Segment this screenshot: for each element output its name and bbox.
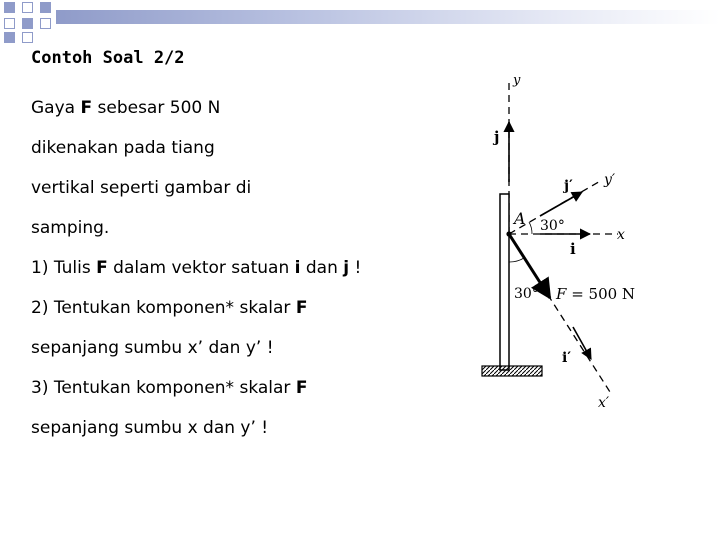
text-segment: sebesar 500 N: [92, 98, 221, 118]
header-square: [22, 18, 33, 29]
header-square: [40, 18, 51, 29]
problem-line: samping.: [31, 218, 110, 238]
bold-symbol: F: [96, 258, 108, 278]
bold-symbol: i: [294, 258, 301, 278]
question-3-cont: sepanjang sumbu x dan y’ !: [31, 418, 269, 438]
label-j-prime: j′: [564, 178, 573, 194]
header-square: [22, 2, 33, 13]
header-square: [4, 2, 15, 13]
problem-line: vertikal seperti gambar di: [31, 178, 252, 198]
i-prime-unit-vector: [573, 327, 591, 359]
label-i-prime: i′: [562, 350, 572, 366]
angle-arc-top: [529, 222, 532, 234]
question-1: [31, 248, 471, 288]
vertical-pole: [500, 194, 509, 370]
label-x-prime: x′: [598, 395, 610, 411]
question-2: [31, 288, 471, 328]
text-segment: dan: [300, 258, 344, 278]
label-y: y: [513, 73, 521, 88]
label-x: x: [617, 227, 625, 243]
label-j: j: [494, 128, 500, 146]
pole-base: [482, 366, 542, 376]
question-3: [31, 368, 471, 408]
question-2-cont: sepanjang sumbu x’ dan y’ !: [31, 338, 274, 358]
label-force-value: = 500 N: [566, 285, 636, 303]
force-diagram: [470, 62, 720, 422]
bold-symbol: j: [343, 258, 350, 278]
bold-symbol: F: [295, 298, 308, 318]
text-segment: dalam vektor satuan: [107, 258, 295, 278]
label-i: i: [570, 240, 576, 258]
header-square: [4, 18, 15, 29]
text-segment: 3) Tentukan komponen* skalar: [31, 378, 296, 398]
bold-symbol: F: [295, 378, 308, 398]
j-prime-unit-vector: [540, 192, 582, 216]
problem-line: dikenakan pada tiang: [31, 138, 215, 158]
label-force-symbol: F: [556, 285, 567, 303]
text-segment: Gaya: [31, 98, 81, 118]
header-square: [4, 32, 15, 43]
bold-symbol: F: [80, 98, 93, 118]
text-segment: 1) Tulis: [31, 258, 97, 278]
problem-line: [31, 88, 471, 128]
decorative-header-bar: [0, 0, 720, 40]
label-y-prime: y′: [604, 172, 616, 188]
text-segment: !: [349, 258, 362, 278]
label-angle-top: 30°: [540, 218, 565, 234]
slide-title: Contoh Soal 2/2: [31, 48, 185, 68]
header-square: [40, 2, 51, 13]
label-angle-side: 30°: [514, 286, 539, 302]
text-segment: 2) Tentukan komponen* skalar: [31, 298, 296, 318]
header-stripe: [56, 10, 720, 24]
problem-text: [31, 88, 471, 448]
label-force: [555, 285, 635, 303]
label-A: A: [514, 209, 526, 228]
point-A: [506, 231, 511, 236]
angle-arc-side: [509, 258, 524, 262]
header-square: [22, 32, 33, 43]
